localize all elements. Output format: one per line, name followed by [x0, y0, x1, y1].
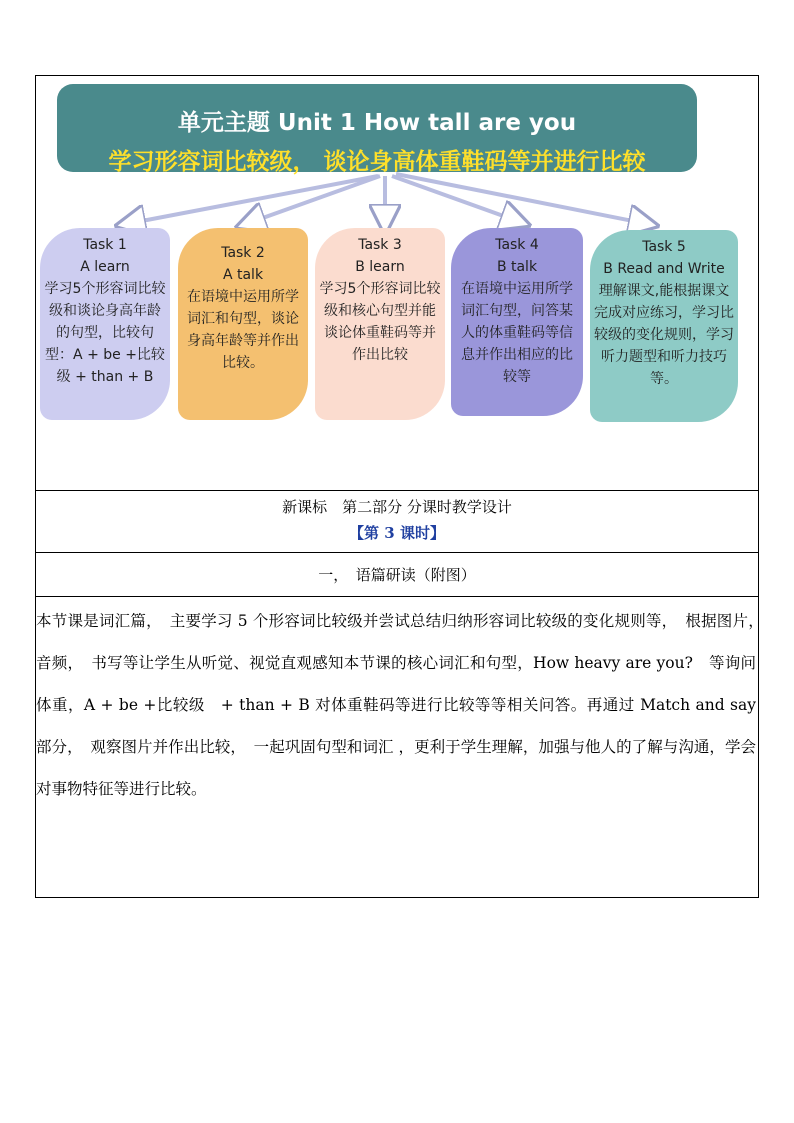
- lesson-number: 3: [384, 524, 395, 542]
- task-1-part: A learn: [80, 259, 130, 275]
- section-heading: 新课标 第二部分 分课时教学设计: [282, 498, 512, 516]
- arrow-task1: [126, 176, 378, 224]
- unit-title: 单元主题 Unit 1 How tall are you: [177, 110, 577, 136]
- task-4-desc: 在语境中运用所学词汇句型，问答某人的体重鞋码等信息并作出相应的比较等: [461, 281, 573, 385]
- task-2-desc: 在语境中运用所学词汇和句型，谈论身高年龄等并作出比较。: [187, 289, 299, 371]
- task-5-name: Task 5: [642, 239, 686, 255]
- lesson-label: 【第 3 课时】: [349, 524, 445, 542]
- task-3-card: [315, 228, 445, 420]
- task-3-part: B learn: [355, 259, 405, 275]
- task-3-desc: 学习5个形容词比较级和核心句型并能谈论体重鞋码等并作出比较: [319, 281, 441, 363]
- unit-subtitle: 学习形容词比较级， 谈论身高体重鞋码等并进行比较: [108, 149, 646, 175]
- divider-top: [35, 490, 759, 491]
- arrow-task4: [392, 176, 520, 222]
- connector-arrows: [0, 0, 794, 240]
- task-5-card: [590, 230, 738, 422]
- arrow-task5: [396, 174, 648, 224]
- task-4-name: Task 4: [495, 237, 539, 253]
- task-1-card: [40, 228, 170, 420]
- divider-middle: [35, 552, 759, 553]
- task-2-card: [178, 228, 308, 420]
- task-2-part: A talk: [222, 267, 264, 283]
- task-5-part: B Read and Write: [603, 261, 725, 277]
- task-5-desc: 理解课文,能根据课文完成对应练习，学习比较级的变化规则，学习听力题型和听力技巧等。: [594, 283, 734, 387]
- part1-heading: 一， 语篇研读（附图）: [318, 566, 476, 584]
- task-1-name: Task 1: [83, 237, 127, 253]
- task-3-name: Task 3: [358, 237, 402, 253]
- task-1-desc: 学习5个形容词比较级和谈论身高年龄的句型，比较句型：A + be +比较级 + than + B: [44, 281, 166, 385]
- part1-body-text: 本节课是词汇篇， 主要学习 5 个形容词比较级并尝试总结归纳形容词比较级的变化规则等， 根据图片， 音频， 书写等让学生从听觉、视觉直观感知本节课的核心词汇和句型，How heavy are you? 等询问体重，A + be +比较级 + than + B 对体重鞋码等进行比较等等相关问答。再通过 Match and say 部分， 观察图片并作出比较， 一起巩固句型和词汇 ，更利于学生理解，加强与他人的了解与沟通，学会对事物特征等进行比较。: [36, 612, 772, 798]
- divider-bottom: [35, 596, 759, 597]
- task-4-part: B talk: [496, 259, 538, 275]
- task-2-name: Task 2: [221, 245, 265, 261]
- arrow-task2: [246, 176, 380, 224]
- task-4-card: [451, 228, 583, 416]
